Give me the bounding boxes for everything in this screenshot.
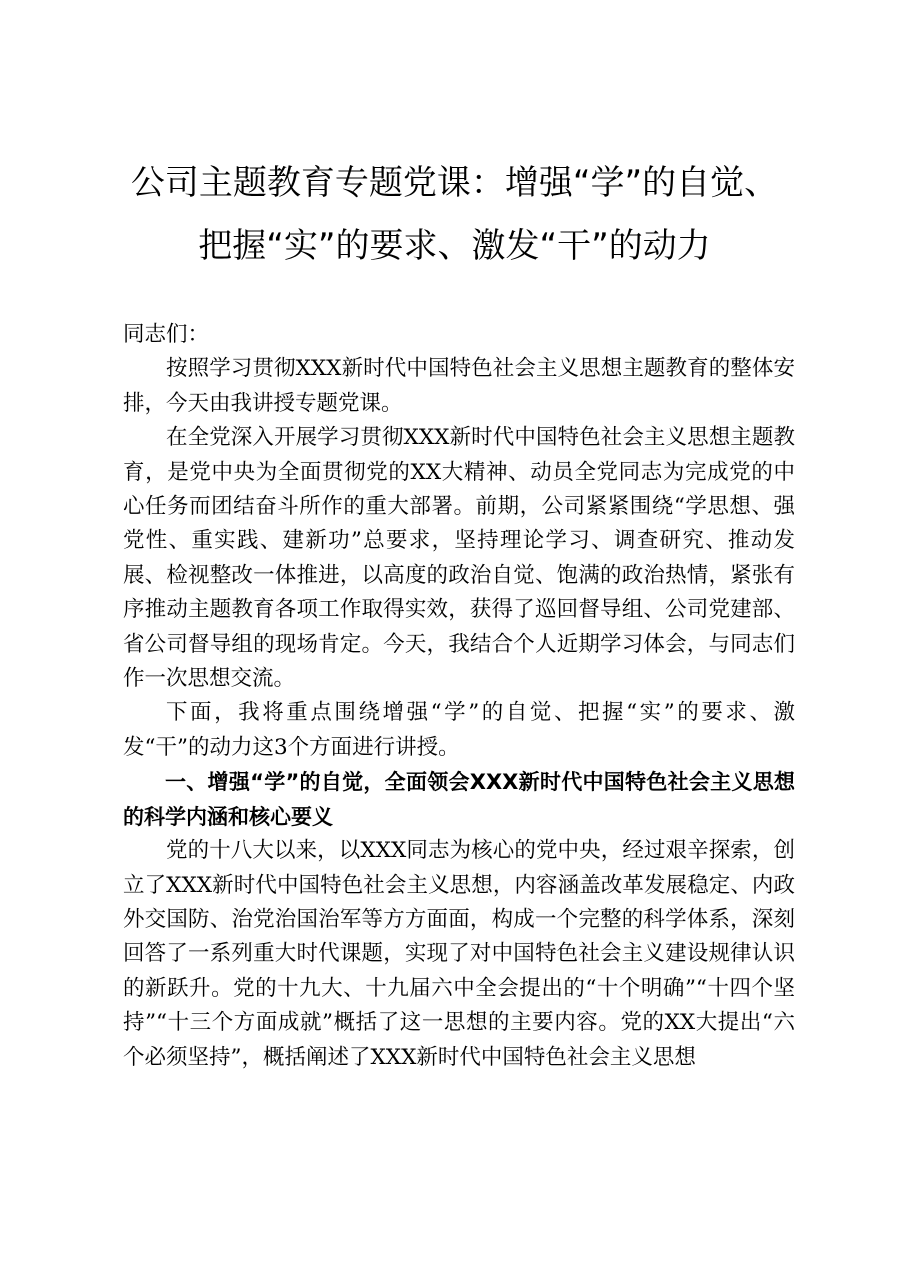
paragraph-3: 下面，我将重点围绕增强“学”的自觉、把握“实”的要求、激发“干”的动力这3个方面进行讲授。	[123, 700, 795, 760]
salutation: 同志们：	[123, 322, 210, 347]
section-heading-1: 一、增强“学”的自觉，全面领会XXX新时代中国特色社会主义思想的科学内涵和核心要义	[123, 770, 795, 829]
paragraph-1: 按照学习贯彻XXX新时代中国特色社会主义思想主题教育的整体安排，今天由我讲授专题党课。	[123, 356, 795, 416]
document-body	[123, 318, 795, 1075]
section-paragraph-1: 党的十八大以来，以XXX同志为核心的党中央，经过艰辛探索，创立了XXX新时代中国特色社会主义思想，内容涵盖改革发展稳定、内政外交国防、治党治国治军等方方面面，构成一个完整的科学体系，深刻回答了一系列重大时代课题，实现了对中国特色社会主义建设规律认识的新跃升。党的十九大、十九届六中全会提出的“十个明确”“十四个坚持”“十三个方面成就”概括了这一思想的主要内容。党的XX大提出“六个必须坚持”，概括阐述了XXX新时代中国特色社会主义思想	[123, 838, 795, 1070]
document-title-line-1: 公司主题教育专题党课：增强“学”的自觉、	[130, 163, 779, 203]
document-title-line-2: 把握“实”的要求、激发“干”的动力	[198, 226, 711, 266]
paragraph-2: 在全党深入开展学习贯彻XXX新时代中国特色社会主义思想主题教育，是党中央为全面贯彻党的XX大精神、动员全党同志为完成党的中心任务而团结奋斗所作的重大部署。前期，公司紧紧围绕“学思想、强党性、重实践、建新功”总要求，坚持理论学习、调查研究、推动发展、检视整改一体推进，以高度的政治自觉、饱满的政治热情，紧张有序推动主题教育各项工作取得实效，获得了巡回督导组、公司党建部、省公司督导组的现场肯定。今天，我结合个人近期学习体会，与同志们作一次思想交流。	[123, 425, 795, 692]
